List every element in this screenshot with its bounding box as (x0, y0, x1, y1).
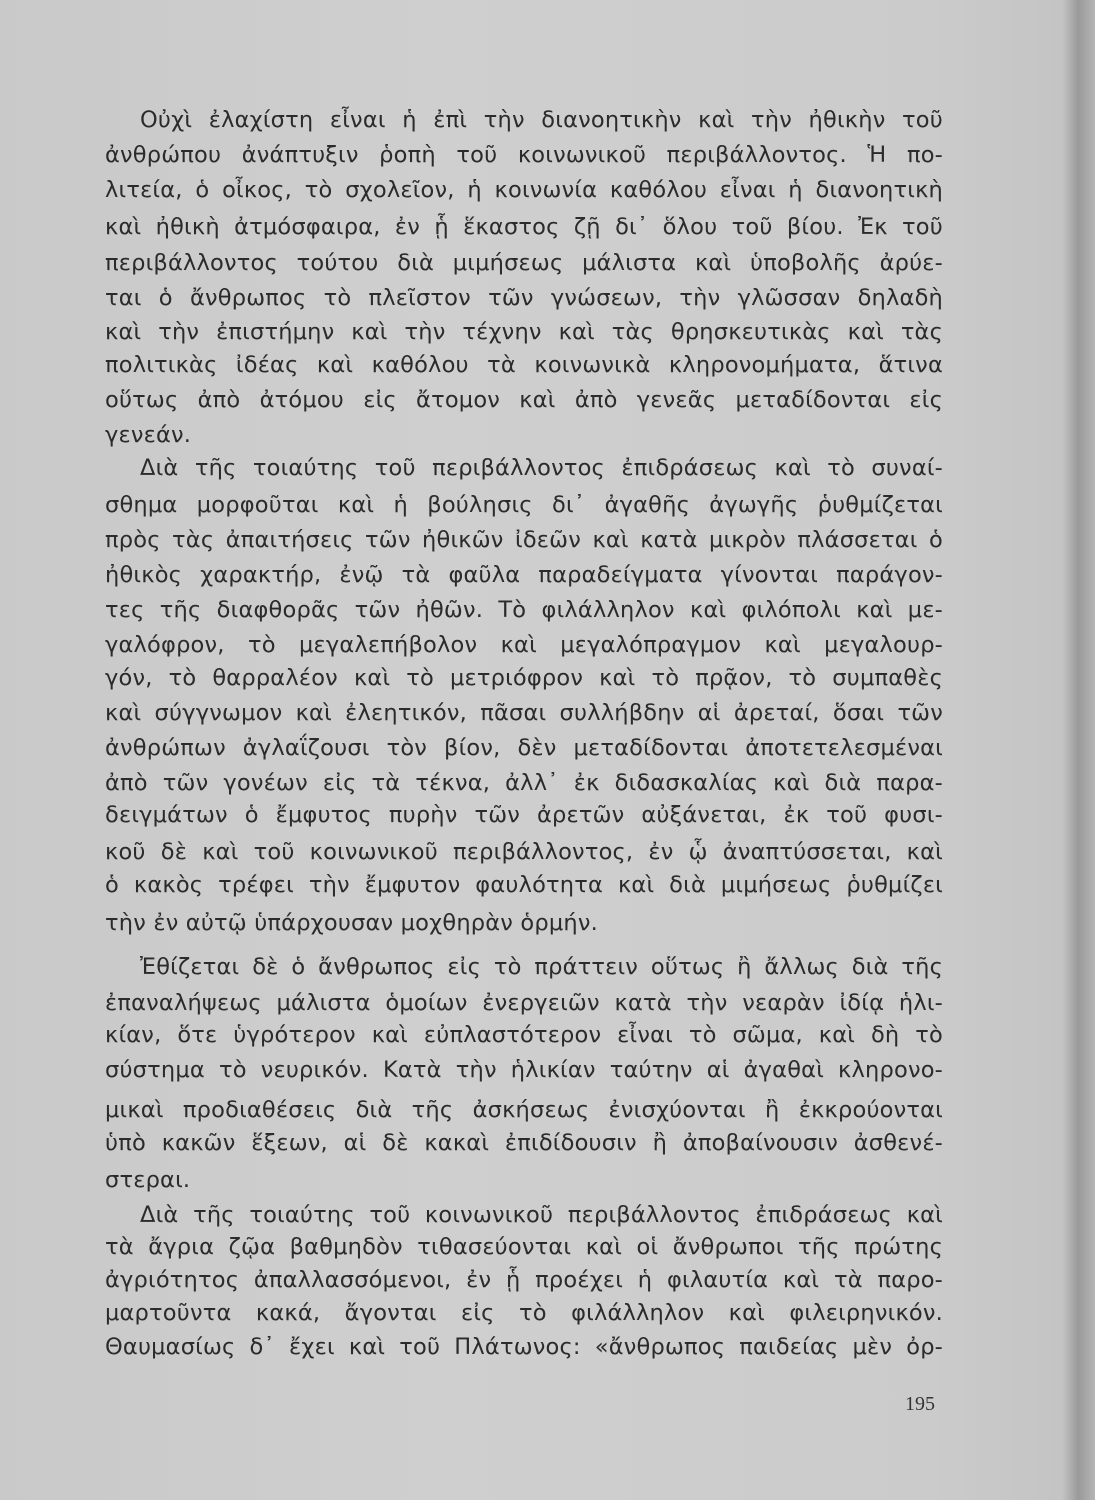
text-line: Διὰ τῆς τοιαύτης τοῦ περιβάλλοντος ἐπιδράσεως καὶ τὸ συναί- (140, 455, 943, 481)
text-line: κοῦ δὲ καὶ τοῦ κοινωνικοῦ περιβάλλοντος, ἐν ᾧ ἀναπτύσσεται, καὶ (105, 839, 943, 865)
text-line: γαλόφρον, τὸ μεγαλεπήβολον καὶ μεγαλόπραγμον καὶ μεγαλουρ- (105, 632, 943, 658)
text-line: τὴν ἐν αὐτῷ ὑπάρχουσαν μοχθηρὰν ὁρμήν. (105, 910, 598, 936)
text-line: Ἐθίζεται δὲ ὁ ἄνθρωπος εἰς τὸ πράττειν οὕτως ἢ ἄλλως διὰ τῆς (140, 954, 943, 980)
text-line: Διὰ τῆς τοιαύτης τοῦ κοινωνικοῦ περιβάλλοντος ἐπιδράσεως καὶ (140, 1202, 943, 1228)
text-line: σθημα μορφοῦται καὶ ἡ βούλησις δι᾽ ἀγαθῆς ἀγωγῆς ῥυθμίζεται (105, 492, 943, 518)
text-line: κίαν, ὅτε ὑγρότερον καὶ εὐπλαστότερον εἶναι τὸ σῶμα, καὶ δὴ τὸ (105, 1022, 943, 1048)
text-line: καὶ τὴν ἐπιστήμην καὶ τὴν τέχνην καὶ τὰς θρησκευτικὰς καὶ τὰς (105, 319, 943, 345)
text-line: περιβάλλοντος τούτου διὰ μιμήσεως μάλιστα καὶ ὑποβολῆς ἀρύε- (105, 250, 943, 276)
text-line: μαρτοῦντα κακά, ἄγονται εἰς τὸ φιλάλληλον καὶ φιλειρηνικόν. (105, 1300, 943, 1326)
text-line: ἐπαναλήψεως μάλιστα ὁμοίων ἐνεργειῶν κατὰ τὴν νεαρὰν ἰδίᾳ ἡλι- (105, 990, 943, 1016)
text-line: ὑπὸ κακῶν ἕξεων, αἱ δὲ κακαὶ ἐπιδίδουσιν ἢ ἀποβαίνουσιν ἀσθενέ- (105, 1130, 943, 1156)
page-number: 195 (905, 1393, 935, 1415)
text-line: Θαυμασίως δ᾽ ἔχει καὶ τοῦ Πλάτωνος: «ἄνθρωπος παιδείας μὲν ὀρ- (105, 1334, 943, 1360)
text-line: ἀνθρώπου ἀνάπτυξιν ῥοπὴ τοῦ κοινωνικοῦ περιβάλλοντος. Ἡ πο- (105, 142, 943, 168)
text-line: στεραι. (105, 1167, 191, 1193)
text-line: ἀνθρώπων ἀγλαΐζουσι τὸν βίον, δὲν μεταδίδονται ἀποτετελεσμέναι (105, 735, 943, 761)
text-line: δειγμάτων ὁ ἔμφυτος πυρὴν τῶν ἀρετῶν αὐξάνεται, ἐκ τοῦ φυσι- (105, 802, 943, 828)
text-line: λιτεία, ὁ οἶκος, τὸ σχολεῖον, ἡ κοινωνία καθόλου εἶναι ἡ διανοητικὴ (105, 177, 943, 203)
text-line: μικαὶ προδιαθέσεις διὰ τῆς ἀσκήσεως ἐνισχύονται ἢ ἐκκρούονται (105, 1097, 943, 1123)
text-line: ἀγριότητος ἀπαλλασσόμενοι, ἐν ᾗ προέχει ἡ φιλαυτία καὶ τὰ παρο- (105, 1267, 943, 1293)
text-line: τες τῆς διαφθορᾶς τῶν ἠθῶν. Τὸ φιλάλληλον καὶ φιλόπολι καὶ με- (105, 597, 943, 623)
text-line: καὶ ἠθικὴ ἀτμόσφαιρα, ἐν ᾗ ἕκαστος ζῇ δι᾽ ὅλου τοῦ βίου. Ἐκ τοῦ (105, 214, 943, 240)
text-line: ἀπὸ τῶν γονέων εἰς τὰ τέκνα, ἀλλ᾽ ἐκ διδασκαλίας καὶ διὰ παρα- (105, 770, 943, 796)
text-line: πρὸς τὰς ἀπαιτήσεις τῶν ἠθικῶν ἰδεῶν καὶ κατὰ μικρὸν πλάσσεται ὁ (105, 527, 943, 553)
text-line: οὕτως ἀπὸ ἀτόμου εἰς ἄτομον καὶ ἀπὸ γενεᾶς μεταδίδονται εἰς (105, 387, 943, 413)
text-line: γενεάν. (105, 422, 192, 448)
text-line: ἠθικὸς χαρακτήρ, ἐνῷ τὰ φαῦλα παραδείγματα γίνονται παράγον- (105, 562, 943, 588)
text-line: ται ὁ ἄνθρωπος τὸ πλεῖστον τῶν γνώσεων, τὴν γλῶσσαν δηλαδὴ (105, 285, 943, 311)
text-line: ὁ κακὸς τρέφει τὴν ἔμφυτον φαυλότητα καὶ διὰ μιμήσεως ῥυθμίζει (105, 872, 943, 898)
text-line: τὰ ἄγρια ζῷα βαθμηδὸν τιθασεύονται καὶ οἱ ἄνθρωποι τῆς πρώτης (105, 1234, 943, 1260)
text-line: καὶ σύγγνωμον καὶ ἐλεητικόν, πᾶσαι συλλήβδην αἱ ἀρεταί, ὅσαι τῶν (105, 700, 943, 726)
text-line: πολιτικὰς ἰδέας καὶ καθόλου τὰ κοινωνικὰ κληρονομήματα, ἅτινα (105, 352, 943, 378)
text-line: Οὐχὶ ἐλαχίστη εἶναι ἡ ἐπὶ τὴν διανοητικὴν καὶ τὴν ἠθικὴν τοῦ (140, 107, 943, 133)
text-line: γόν, τὸ θαρραλέον καὶ τὸ μετριόφρον καὶ τὸ πρᾷον, τὸ συμπαθὲς (105, 665, 943, 691)
text-line: σύστημα τὸ νευρικόν. Κατὰ τὴν ἡλικίαν ταύτην αἱ ἀγαθαὶ κληρονο- (105, 1057, 943, 1083)
